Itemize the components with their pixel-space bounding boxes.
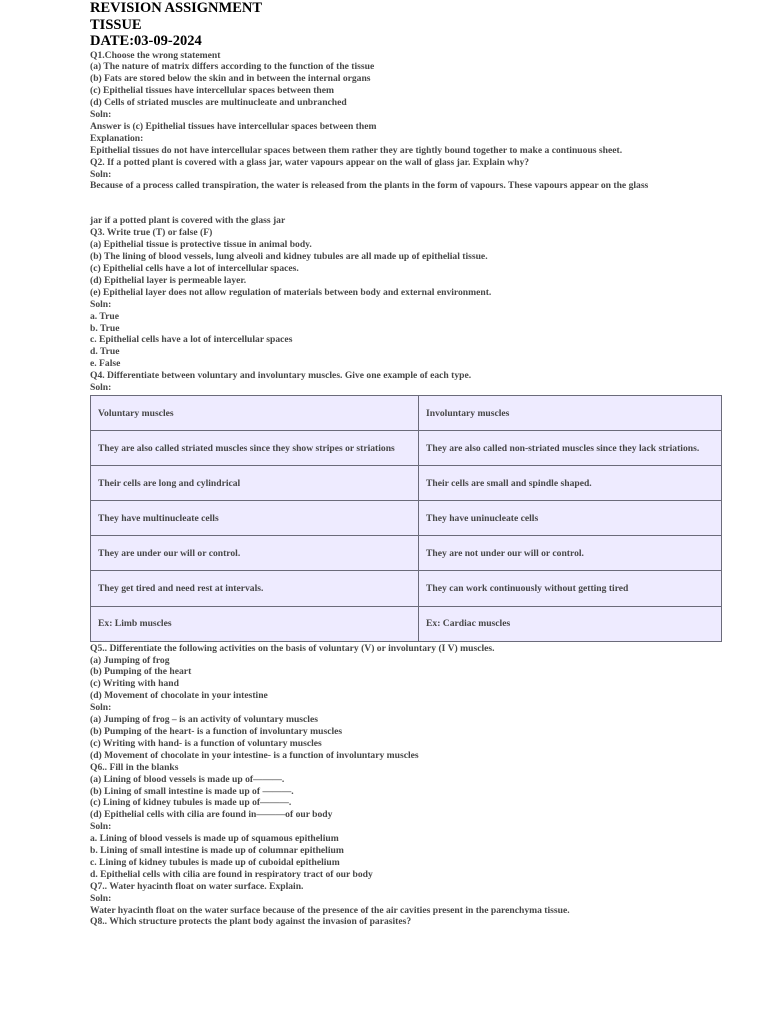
text-line: a. Lining of blood vessels is made up of squamous epithelium [90,833,339,845]
table-cell: Involuntary muscles [419,395,722,430]
text-line: (c) Writing with hand [90,678,179,690]
text-line: d. True [90,346,120,358]
text-line: c. Lining of kidney tubules is made up of cuboidal epithelium [90,856,340,868]
table-cell: Ex: Limb muscles [91,606,419,641]
text-line: Soln: [90,298,112,310]
text-line: Because of a process called transpiration, the water is released from the plants in the form of vapours. These vapours appear on the glass [90,180,649,192]
text-line: Soln: [90,821,112,833]
table-cell: They have multinucleate cells [91,501,419,536]
text-line: Q8.. Which structure protects the plant body against the invasion of parasites? [90,916,412,928]
text-line: Q6.. Fill in the blanks [90,761,179,773]
text-line: Soln: [90,892,112,904]
table-row [91,536,722,571]
table-cell: Voluntary muscles [91,395,419,430]
date-heading: DATE:03-09-2024 [90,33,202,49]
text-line: b. Lining of small intestine is made up of columnar epithelium [90,845,344,857]
table-cell: They can work continuously without getting tired [419,571,722,606]
table-cell: Their cells are long and cylindrical [91,466,419,501]
section-q5-q8 [90,643,730,929]
text-line: (d) Movement of chocolate in your intestine [90,690,268,702]
text-line: (a) Lining of blood vessels is made up of———. [90,773,285,785]
table-row [91,431,722,466]
table-cell: They are under our will or control. [91,536,419,571]
text-line: b. True [90,322,120,334]
table-cell: Ex: Cardiac muscles [419,606,722,641]
text-line: (a) The nature of matrix differs according to the function of the tissue [90,61,375,73]
text-line: Soln: [90,702,112,714]
text-line: (d) Epithelial cells with cilia are found in———of our body [90,809,333,821]
text-line: d. Epithelial cells with cilia are found in respiratory tract of our body [90,868,373,880]
text-line: (b) The lining of blood vessels, lung alveoli and kidney tubules are all made up of epithelial tissue. [90,251,488,263]
text-line: Q2. If a potted plant is covered with a glass jar, water vapours appear on the wall of glass jar. Explain why? [90,156,530,168]
text-line: (c) Writing with hand- is a function of voluntary muscles [90,737,322,749]
table-row [91,466,722,501]
document-page [90,0,730,928]
assignment-title: REVISION ASSIGNMENT [90,0,263,16]
table-row [91,606,722,641]
text-line: (c) Epithelial tissues have intercellular spaces between them [90,85,334,97]
text-line: jar if a potted plant is covered with the glass jar [90,215,286,227]
text-line: (c) Epithelial cells have a lot of intercellular spaces. [90,263,299,274]
text-line: Q4. Differentiate between voluntary and involuntary muscles. Give one example of each type. [90,370,472,382]
text-line: (d) Epithelial layer is permeable layer. [90,274,247,286]
text-line: e. False [90,358,121,370]
section-q1-q2 [90,50,730,193]
text-line: (d) Cells of striated muscles are multinucleate and unbranched [90,97,347,109]
text-line: (a) Jumping of frog – is an activity of voluntary muscles [90,714,318,726]
text-line: (d) Movement of chocolate in your intestine- is a function of involuntary muscles [90,749,419,761]
table-header-row [91,395,722,430]
text-line: (b) Pumping of the heart [90,666,192,678]
subject-heading: TISSUE [90,16,142,33]
text-line: Soln: [90,382,112,394]
text-line: Soln: [90,109,112,121]
table-row [91,501,722,536]
table-cell: They are also called striated muscles since they show stripes or striations [91,431,419,466]
table-cell: They are not under our will or control. [419,536,722,571]
text-line: (b) Lining of small intestine is made up of ———. [90,785,294,797]
text-line: (a) Jumping of frog [90,654,170,666]
text-line: Q1.Choose the wrong statement [90,49,221,61]
table-cell: Their cells are small and spindle shaped. [419,466,722,501]
text-line: Answer is (c) Epithelial tissues have intercellular spaces between them [90,120,377,132]
text-line: Soln: [90,168,112,180]
text-line: Explanation: [90,132,144,144]
text-line: c. Epithelial cells have a lot of intercellular spaces [90,334,293,346]
section-q3-q4 [90,215,730,394]
text-line: (c) Lining of kidney tubules is made up of———. [90,797,292,809]
text-line: Water hyacinth float on the water surface because of the presence of the air cavities present in the parenchyma tissue. [90,904,570,916]
text-line: Q3. Write true (T) or false (F) [90,227,213,239]
text-line: Q5.. Differentiate the following activities on the basis of voluntary (V) or involuntary (I V) muscles. [90,642,495,654]
muscle-comparison-table [90,395,722,642]
text-line: (a) Epithelial tissue is protective tissue in animal body. [90,239,312,251]
table-cell: They are also called non-striated muscles since they lack striations. [419,431,722,466]
text-line: Q7.. Water hyacinth float on water surface. Explain. [90,880,304,892]
text-line: (b) Pumping of the heart- is a function of involuntary muscles [90,725,343,737]
text-line: a. True [90,310,119,322]
page-gap [90,192,730,215]
table-cell: They get tired and need rest at intervals. [91,571,419,606]
table-cell: They have uninucleate cells [419,501,722,536]
text-line: (b) Fats are stored below the skin and in between the internal organs [90,73,371,85]
text-line: (e) Epithelial layer does not allow regulation of materials between body and external environment. [90,286,492,298]
text-line: Epithelial tissues do not have intercellular spaces between them rather they are tightly bound together to make a continuous sheet. [90,144,623,156]
table-row [91,571,722,606]
